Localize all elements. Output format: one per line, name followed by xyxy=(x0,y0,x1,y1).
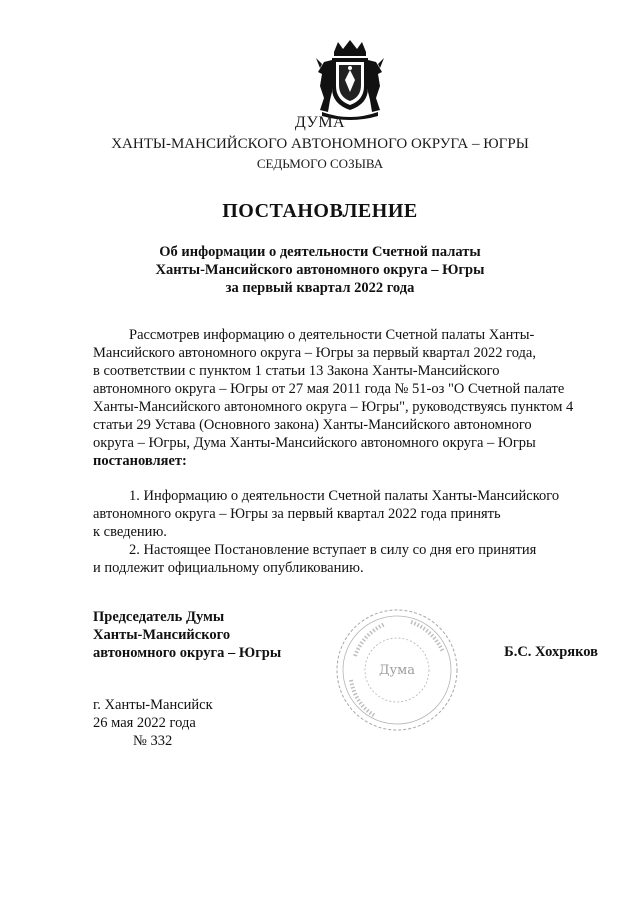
preamble-paragraph xyxy=(93,326,599,470)
preamble-line: статьи 29 Устава (Основного закона) Ханты-Мансийского автономного xyxy=(93,417,532,433)
item-1-line: к сведению. xyxy=(93,524,167,540)
position-line: Председатель Думы xyxy=(93,609,225,625)
document-type-title: ПОСТАНОВЛЕНИЕ xyxy=(222,200,418,222)
signatory-name: Б.С. Хохряков xyxy=(504,644,598,660)
header-organization: ХАНТЫ-МАНСИЙСКОГО АВТОНОМНОГО ОКРУГА – ЮГРЫ xyxy=(111,136,529,152)
resolves-word: постановляет: xyxy=(93,453,187,469)
document-footer xyxy=(93,696,213,750)
footer-date: 26 мая 2022 года xyxy=(93,715,196,731)
subject-line: Об информации о деятельности Счетной палаты xyxy=(159,244,481,260)
position-line: автономного округа – Югры xyxy=(93,645,282,661)
document-subject xyxy=(0,243,640,297)
item-1-line: автономного округа – Югры за первый квартал 2022 года принять xyxy=(93,506,501,522)
item-2-line: 2. Настоящее Постановление вступает в силу со дня его принятия xyxy=(129,542,537,558)
stamp-text: Дума xyxy=(378,663,416,678)
position-line: Ханты-Мансийского xyxy=(93,627,231,643)
resolution-items xyxy=(93,487,599,577)
preamble-line: Мансийского автономного округа – Югры за первый квартал 2022 года, xyxy=(93,345,536,361)
footer-city: г. Ханты-Мансийск xyxy=(93,697,213,713)
subject-line: за первый квартал 2022 года xyxy=(225,280,415,296)
preamble-line: автономного округа – Югры от 27 мая 2011 года № 51-оз "О Счетной палате xyxy=(93,381,565,397)
header-body-name: ДУМА xyxy=(294,114,346,131)
preamble-line: в соответствии с пунктом 1 статьи 13 Закона Ханты-Мансийского xyxy=(93,363,500,379)
subject-line: Ханты-Мансийского автономного округа – Югры xyxy=(155,262,485,278)
coat-of-arms-emblem xyxy=(312,38,388,120)
preamble-line: Рассмотрев информацию о деятельности Счетной палаты Ханты- xyxy=(129,327,535,343)
preamble-line: Ханты-Мансийского автономного округа – Югры", руководствуясь пунктом 4 xyxy=(93,399,574,415)
footer-number: № 332 xyxy=(133,733,173,749)
preamble-line: округа – Югры, Дума Ханты-Мансийского автономного округа – Югры xyxy=(93,435,536,451)
item-1-line: 1. Информацию о деятельности Счетной палаты Ханты-Мансийского xyxy=(129,488,560,504)
signatory-position xyxy=(93,608,281,662)
official-seal-stamp xyxy=(333,606,461,734)
header-convocation: СЕДЬМОГО СОЗЫВА xyxy=(256,156,384,171)
item-2-line: и подлежит официальному опубликованию. xyxy=(93,560,364,576)
